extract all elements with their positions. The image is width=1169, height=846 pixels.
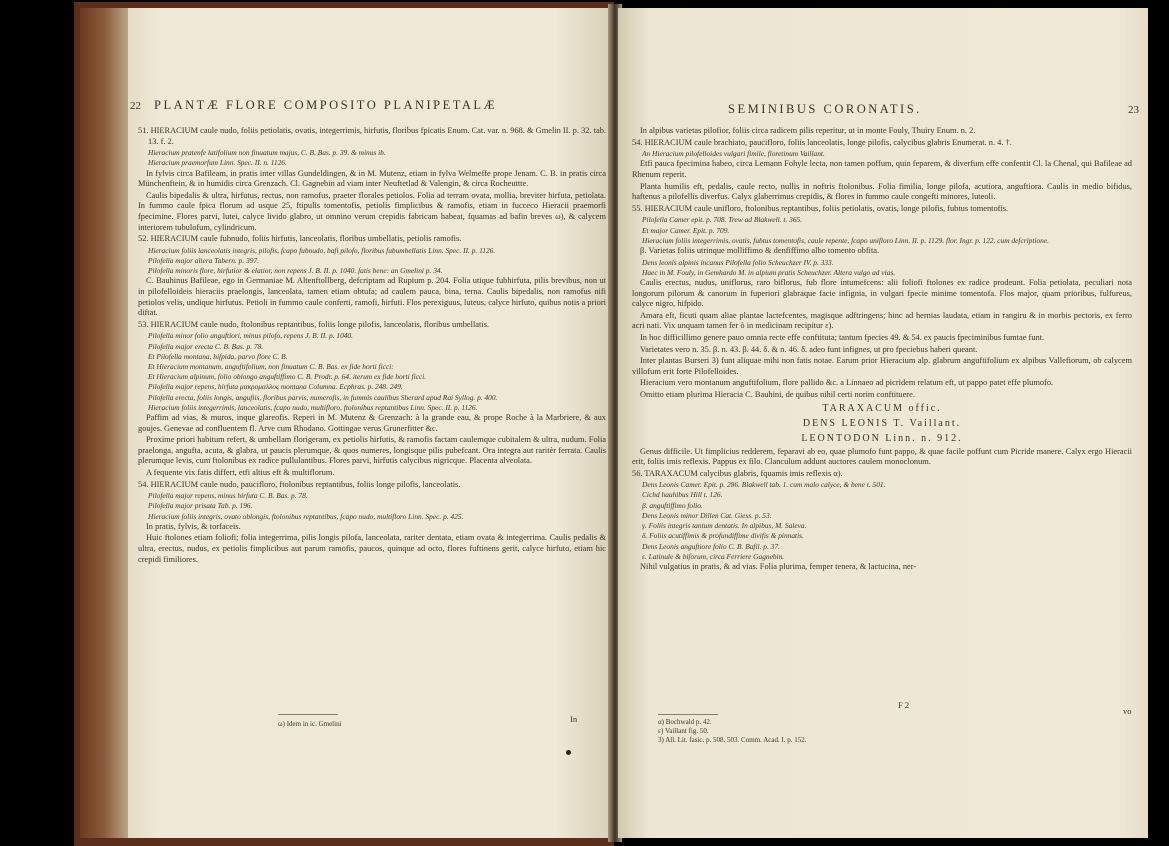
footnote-line: ε) Vaillant fig. 50. — [658, 727, 709, 735]
right-text-column — [632, 126, 1132, 574]
synonym-line: Pilofella major repens, minus hirfuta C. B. Bas. p. 78. — [148, 491, 308, 501]
body-paragraph: In hoc difficillimo genere pauo omnia recte effe conftituta; tantum fpecies 49. & 54. ex paucis fpeciminibus fumtae funt. — [640, 332, 1045, 342]
body-paragraph: A fequente vix fatis differt, etfi altius eft & multiflorum. — [146, 467, 335, 477]
synonym-line: Dens leonis alpinis incanus Pilofella folio Scheuchzer IV. p. 333. — [642, 257, 834, 267]
synonym-line: Dens Leonis anguftiore folio C. B. Bafil. p. 37. — [642, 541, 780, 551]
synonym-line: Et major Camer. Epit. p. 709. — [642, 225, 730, 235]
body-paragraph: Planta humilis eft, pedalis, caule recto, nullis in noftris ftolonibus. Folia fimilia, longe pilofa, acutiora, anguftiora. Caulis in medio bifidus, haftenus a pilofellis diverfus. Calyx glaberrimus crepidis, & flores in fummo caule congefti minores, luteoli. — [632, 181, 1132, 202]
genus-heading: LEONTODON Linn. n. 912. — [801, 432, 963, 444]
body-paragraph: Genus difficile. Ut fimplicius redderem, feparavi ab eo, quae plumofo funt pappo, & quae facile poffunt cum Picride manere. Calyx ergo Hieracii erit, foliis imis reflexis. Pappus ex filo. Clanculum addunt auctores caulem monoclonum. — [632, 446, 1132, 467]
signature-mark: F 2 — [898, 700, 910, 710]
species-entry: 51. HIERACIUM caule nudo, foliis petiolatis, ovatis, integerrimis, hirfutis, floribus fpicatis Enum. Cat. var. n. 968. & Gmelin II. p. 32. tab. 13. f. 2. — [138, 126, 606, 146]
genus-heading: TARAXACUM offic. — [822, 402, 942, 414]
synonym-line: δ. Foliis acutiffimis & profundiffime divifis & pinnatis. — [642, 531, 804, 541]
synonym-line: Pilofella minor folio anguftiori, minus pilofo, repens J. B. II. p. 1040. — [148, 331, 354, 341]
body-paragraph: Amara eft, ficuti quam aliae plantae lactefcentes, magisque adftringens; hinc ad hernias laudata, etiam in rangiru & in morbis pectoris, ex ferro acri nati. Vix unquam tamen fer ò in medicinam recipitur ε). — [632, 310, 1132, 331]
species-entry: 52. HIERACIUM caule fubnudo, foliis hirfutis, lanceolatis, floribus umbellatis, petiolis ramofis. — [138, 234, 462, 244]
body-paragraph: Omitto etiam plurima Hieracia C. Bauhini, de quibus nihil certi norim conftituere. — [640, 389, 915, 399]
synonym-line: Hieracium foliis integris, ovato oblongis, ftolonibus reptantibus, fcapo nudo, multifloro Linn. Spec. p. 425. — [148, 511, 464, 521]
genus-heading: DENS LEONIS T. Vaillant. — [802, 417, 962, 429]
synonym-line: Hieracium praemorfum Linn. Spec. II. n. 1126. — [148, 158, 287, 168]
body-paragraph: Varietates vero n. 35. β. n. 43. β. 44. δ. & n. 46. δ. adeo funt infignes, ut pro fpeciebus haberi queant. — [640, 344, 978, 354]
synonym-line: Cichd hauhibus Hill t. 126. — [642, 490, 723, 500]
body-paragraph: In pratis, fylvis, & torfaceis. — [146, 521, 241, 531]
left-text-column — [138, 126, 606, 566]
synonym-line: ε. Latinule & biforum, circa Ferriere Gagnebin. — [642, 551, 785, 561]
synonym-line: An Hieracium pilofelloides vulgari fimile, floretinum Vaillant. — [642, 149, 825, 159]
species-entry: 55. HIERACIUM caule unifloro, ftolonibus reptantibus, foliis petiolatis, ovatis, longe pilofis, fubtus tomentofis. — [632, 203, 1009, 213]
species-entry: 54. HIERACIUM caule nudo, paucifloro, ftolonibus reptantibus, foliis longe pilofis, lanceolatis. — [138, 479, 461, 489]
body-paragraph: Proxime priori habitum refert, & umbellam florigeram, ex petiolis hirfutis, & ramofis factam caulemque cubitalem & ultra, nudum. Folia praelonga, angufta, acuta, & glabra, ut paucis plerumque, & quos numeres, longisque pilis pubefcant. Ora integra aut raritèr ferrata. Caulis plerumque levis, cum ftolonibus ex radice pullulantibus. Flores parvi, hirfutis calycibus nigricque. Placenta alveolata. — [138, 435, 606, 466]
synonym-line: Et Hieracium alpinum, folio oblongo anguftiffimo C. B. Prodr. p. 64. iterum ex fide horti ficci. — [148, 372, 427, 382]
body-paragraph: Hieracium vero montanum anguftifolium, flore pallido &c. a Linnaeo ad picridem relatum eft, ut pappo patet effe plumofo. — [640, 378, 1054, 388]
synonym-line: Pilofella major repens, hirfuta μακρομαλλος montana Columna. Ecphras. p. 248. 249. — [148, 382, 403, 392]
synonym-line: Pilofella erecta, foliis longis, angufiis, floribus parvis, numerofis, in fummis caulibus Sherard apud Rai Syllog. p. 400. — [148, 392, 498, 402]
footnote-rule-right — [658, 714, 718, 715]
page-number-right: 23 — [1128, 104, 1139, 116]
synonym-line: Haec in M. Fouly, in Gemhardo M. in alpium pratis Scheuchzer. Altera vulgo ad vias. — [642, 267, 896, 277]
body-paragraph: In fylvis circa Bafileam, in pratis inter villas Gundeldingen, & in M. Mutenz, etiam in fylva Welmeffe prope Jenam. C. B. in pratis circa Münchenftein, & in humidis circa Grenzach. Cl. Gagnebin ad viam inter Neuftetlad & Valengin, & circa Rocheuttte. — [138, 168, 606, 189]
synonym-line: Hieracium foliis lanceolatis integris, pilofis, fcapo fubnudo, bafi pilofo, floribus fubumbellatis Linn. Spec. II. p. 1126. — [148, 245, 496, 255]
body-paragraph: Caulis erectus, nudus, uniflorus, raro biflorus, fub flore intumefcens: alii foliofi ftolones ex radice prodeunt. Folia petiolata, peculiari nota longorum pilorum & canorum in fuperiori glabraque facie infignia, in vulgari fpecie minime tomentofa. Flos major, quam prioribus, fulfureus, calyce nigro, hifpido. — [632, 277, 1132, 309]
running-head-right: SEMINIBUS CORONATIS. — [728, 102, 922, 116]
synonym-line: Et Hieracium montanum, anguftifolium, non finuatum C. B. Bas. ex fide horti ficci: — [148, 361, 394, 371]
synonym-line: β. anguftiffimo folio. — [642, 500, 703, 510]
body-paragraph: Inter plantas Burseri 3) funt aliquae mihi non fatis notae. Earum prior Hieracium alp. glabrum anguftifolium ex alpibus Vallefiorum, ob calycem villofum erit forte Pilofelloides. — [632, 356, 1132, 376]
ink-spot — [566, 750, 571, 755]
synonym-line: γ. Foliis integris tantum dentatis. In alpibus, M. Saleva. — [642, 521, 807, 531]
catchword-right: vo — [1123, 706, 1132, 716]
species-entry: 53. HIERACIUM caule nudo, ftolonibus reptantibus, foliis longe pilofis, lanceolatis, floribus umbellatis. — [138, 319, 490, 329]
body-paragraph: Caulis bipedalis & ultra, hirfutus, rectus, non ramofus, praeter florales petiolos. Folia ad terram ovata, mollia, breviter hirfuta, petiolata. In fummo caule fpica florum ad usque 25, ftipulis tomentofis, petiolis fimplicibus & ramofis, etiam in fucceco Hieracii praemorfi fpecimine. Flores parvi, lutei, calyce livido glabro, ut omnino verum crepidis fabricam habeat, fquamas ad bafin breves ω), & calycem interiorem tubulofum, cylindricum. — [138, 190, 606, 232]
synonym-line: Pilofella major prisata Tab. p. 196. — [148, 501, 253, 511]
footnote-line: α) Bochwald p. 42. — [658, 718, 712, 726]
synonym-line: Hieracium foliis integerrimis, ovatis, fubtus tomentofis, caule repente, fcapo unifloro Linn. II. p. 1129. flor. Ingr. p. 122. cum defcriptione. — [642, 235, 1049, 245]
left-page — [128, 8, 614, 838]
synonym-line: Pilofella minoris flore, hirfutior & elatior, non repens J. B. II. p. 1040. fatis bene: an Gmelini p. 34. — [148, 266, 443, 276]
catchword-left: In — [570, 714, 578, 724]
body-paragraph: Paffim ad vias, & muros, inque glareofis. Reperi in M. Mutenz & Grenzach: à la grande eau, & prope Roche à la Marbriere, & aux goujes. Genevae ad confluentem fl. Arve cum Rhodano. Gottingae verus Grunerfitter &c. — [138, 412, 606, 433]
synonym-line: Pilofella Camer epit. p. 708. Trew ad Blakwell. t. 365. — [642, 215, 803, 225]
synonym-line: Pilofella major altera Tabern. p. 397. — [148, 255, 259, 265]
synonym-line: Et Pilofella montana, hifpida, parvo flore C. B. — [148, 351, 288, 361]
body-paragraph: Nihil vulgatius in pratis, & ad vias. Folia plurima, femper tenera, & lactucina, ner- — [640, 561, 917, 571]
species-entry: 54. HIERACIUM caule brachiato, paucifloro, foliis lanceolatis, longe pilofis, calycibus glabris Enumerat. n. 4. †. — [632, 137, 1012, 147]
body-paragraph: Huic ftolones etiam foliofi; folia integerrima, pilis longis pilofa, lanceolata, rariter dentata, etiam ovata & integerrima. Caulis pedalis & ultra, erectus, nudus, ex petiolis fimplicibus aut parum ramofis, paucos, quinque ad octo, flores fuftinens gerit, calyce hirfuto, etiam hic crepidi fimiliores. — [138, 533, 606, 564]
footnote-line: 3) All. Lit. fasic. p. 508. 503. Comm. Acad. I. p. 152. — [658, 736, 807, 744]
right-page — [618, 8, 1148, 838]
synonym-line: Dens Leonis minor Dillen Cat. Giess. p. 53. — [642, 510, 772, 520]
footnote-rule-left — [278, 714, 338, 715]
running-head-left: PLANTÆ FLORE COMPOSITO PLANIPETALÆ — [154, 98, 498, 112]
page-number-left: 22 — [130, 100, 141, 112]
synonym-line: Hieracium foliis integerrimis, lanceolatis, fcapo nudo, multifloro, ftolonibus reptantibus Linn. Spec. II. p. 1126. — [148, 402, 478, 412]
footnotes-right — [658, 718, 1118, 745]
species-entry: 56. TARAXACUM calycibus glabris, fquamis imis reflexis α). — [632, 468, 843, 478]
synonym-line: Hieracium pratenfe latifolium non finuatum majus, C. B. Bas. p. 39. & minus ib. — [148, 148, 386, 158]
body-paragraph: Etfi pauca fpecimina habeo, circa Lemann Fohyle lecta, non tamen poffum, quin feparem, & diverfum effe confentit Cl. la Chenal, qui Bafileae ad Rhenum reperit. — [632, 159, 1132, 179]
body-paragraph: β. Varietas foliis utrinque molliffimo & denfiffimo albo tomento obfita. — [640, 245, 880, 255]
body-paragraph: C. Bauhinus Bafileae, ego in Germaniae M. Altenftollberg, defcriptam ad Rupium p. 204. Folia utique fubhirfuta, pilis brevibus, non ut in pilofelloideis hieraciis praelongis, lanceolata, tamen etiam obtufa; ad caulem pauca, bina, terna. Caulis bipedalis, non ramofus nifi petiolos velis, undique hirfutus. Petioli in fummo caule conferti, ramofi, hirfuti. Flos perexiguus, luteus, calyce hirfuto, quibus notis a priori diftat. — [138, 276, 606, 318]
footnote-left: ω) Idem in ic. Gmelini — [278, 720, 342, 728]
synonym-line: Pilofella major erecta C. B. Bas. p. 78. — [148, 341, 264, 351]
body-paragraph: In alpibus varietas pilofior, foliis circa radicem pilis reperitur, ut in monte Fouly, Thuiry Enum. n. 2. — [640, 126, 976, 135]
synonym-line: Dens Leonis Camer. Epit. p. 286. Blakwell tab. 1. cum malo calyce, & bene t. 501. — [642, 480, 886, 490]
